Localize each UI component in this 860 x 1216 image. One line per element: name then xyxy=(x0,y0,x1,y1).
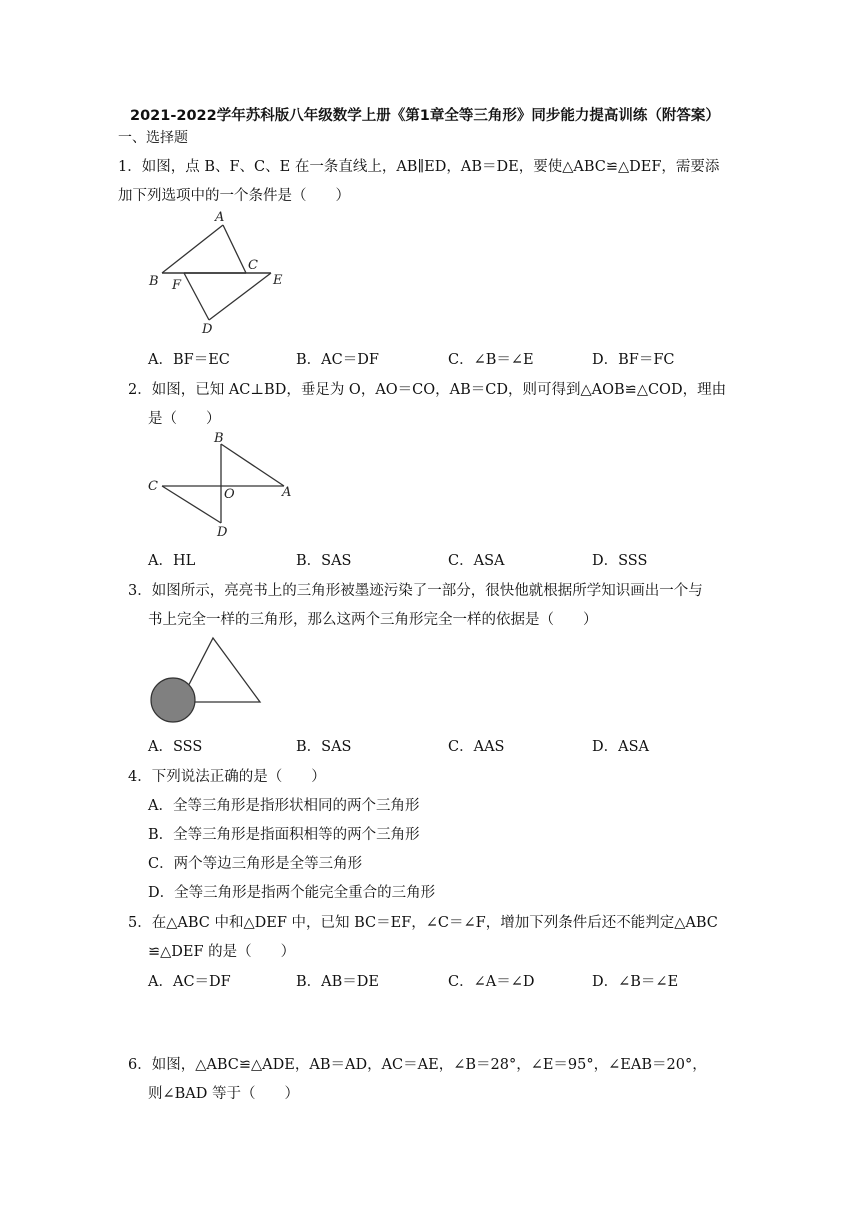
q1-option-d: D．BF＝FC xyxy=(592,352,675,368)
q2-line2: 是（ ） xyxy=(148,411,221,427)
q6-line2: 则∠BAD 等于（ ） xyxy=(148,1086,300,1102)
q1-label-e: E xyxy=(273,273,283,288)
q1-label-a: A xyxy=(215,210,225,225)
q1-figure xyxy=(140,205,300,340)
q2-option-a: A．HL xyxy=(148,553,196,569)
q2-label-o: O xyxy=(224,487,235,502)
q2-option-c: C．ASA xyxy=(448,553,505,569)
q4-option-b: B．全等三角形是指面积相等的两个三角形 xyxy=(148,827,420,843)
ink-blot xyxy=(151,678,195,722)
q4-option-c: C．两个等边三角形是全等三角形 xyxy=(148,856,363,872)
section-heading: 一、选择题 xyxy=(118,130,188,146)
q3-line1: 3．如图所示，亮亮书上的三角形被墨迹污染了一部分，很快他就根据所学知识画出一个与 xyxy=(128,583,703,599)
q2-option-b: B．SAS xyxy=(296,553,352,569)
q1-line1: 1．如图，点 B、F、C、E 在一条直线上，AB∥ED，AB＝DE，要使△ABC≌△DEF，需要添 xyxy=(118,159,720,175)
q1-label-c: C xyxy=(248,258,258,273)
q3-option-b: B．SAS xyxy=(296,739,352,755)
q2-line1: 2．如图，已知 AC⊥BD，垂足为 O，AO＝CO，AB＝CD，则可得到△AOB≌△COD，理由 xyxy=(128,382,727,398)
q5-line2: ≌△DEF 的是（ ） xyxy=(148,944,296,960)
q5-option-b: B．AB＝DE xyxy=(296,974,379,990)
q1-label-f: F xyxy=(172,278,182,293)
q2-label-c: C xyxy=(148,479,158,494)
q1-option-a: A．BF＝EC xyxy=(148,352,230,368)
document-title: 2021-2022学年苏科版八年级数学上册《第1章全等三角形》同步能力提高训练（附答案） xyxy=(130,108,720,124)
q4-line1: 4．下列说法正确的是（ ） xyxy=(128,769,326,785)
q3-option-a: A．SSS xyxy=(148,739,203,755)
q3-figure xyxy=(140,630,270,726)
q5-option-d: D．∠B＝∠E xyxy=(592,974,679,990)
q2-figure xyxy=(140,428,300,540)
q1-option-c: C．∠B＝∠E xyxy=(448,352,534,368)
q4-option-d: D．全等三角形是指两个能完全重合的三角形 xyxy=(148,885,436,901)
q3-option-c: C．AAS xyxy=(448,739,505,755)
q1-label-b: B xyxy=(149,274,159,289)
q5-option-a: A．AC＝DF xyxy=(148,974,231,990)
q1-option-b: B．AC＝DF xyxy=(296,352,379,368)
q1-label-d: D xyxy=(202,322,213,337)
q2-label-b: B xyxy=(214,431,224,446)
q5-option-c: C．∠A＝∠D xyxy=(448,974,535,990)
q3-option-d: D．ASA xyxy=(592,739,650,755)
q6-line1: 6．如图，△ABC≌△ADE，AB＝AD，AC＝AE，∠B＝28°，∠E＝95°，∠EAB＝20°， xyxy=(128,1057,707,1073)
q2-label-a: A xyxy=(282,485,292,500)
q1-line2: 加下列选项中的一个条件是（ ） xyxy=(118,188,350,204)
q2-option-d: D．SSS xyxy=(592,553,648,569)
q5-line1: 5．在△ABC 中和△DEF 中，已知 BC＝EF，∠C＝∠F，增加下列条件后还不能判定△ABC xyxy=(128,915,718,931)
q2-label-d: D xyxy=(217,525,228,540)
q3-line2: 书上完全一样的三角形，那么这两个三角形完全一样的依据是（ ） xyxy=(148,612,598,628)
q4-option-a: A．全等三角形是指形状相同的两个三角形 xyxy=(148,798,420,814)
